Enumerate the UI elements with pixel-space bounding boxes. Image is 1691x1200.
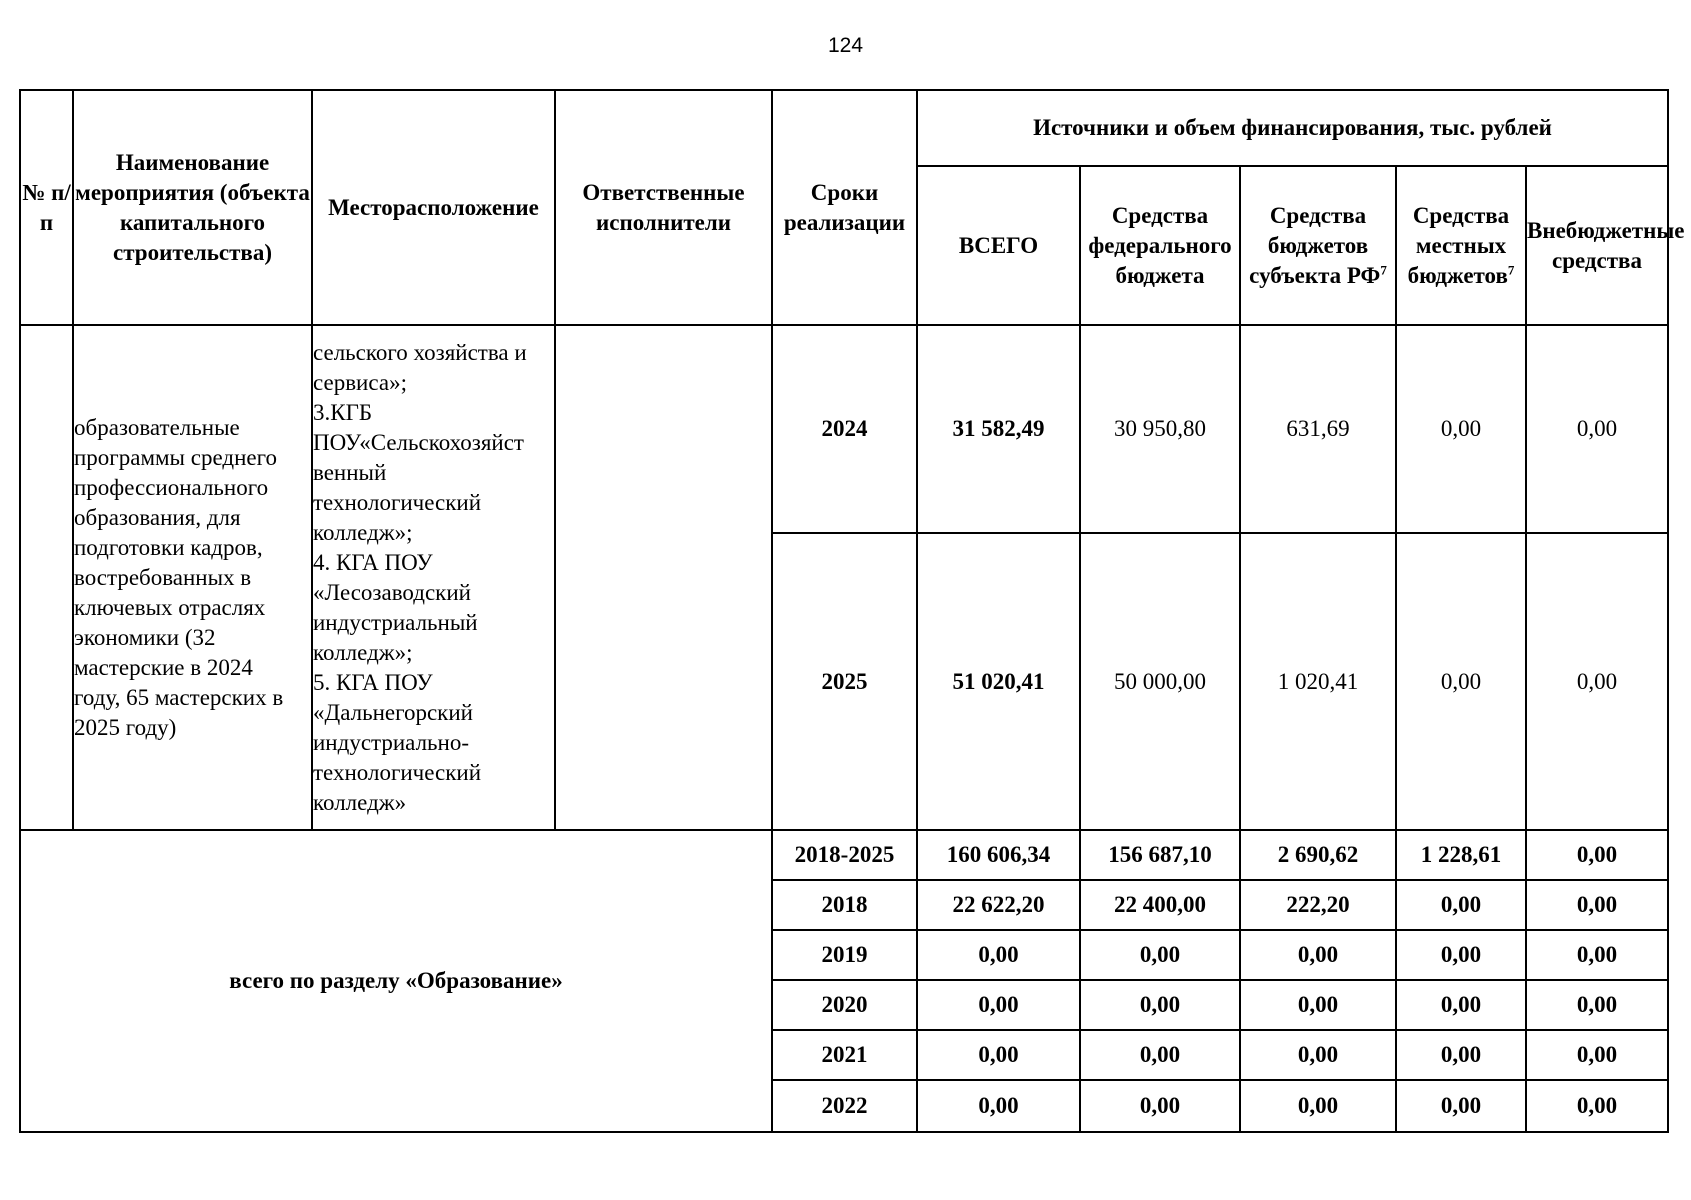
event-total: 51 020,41	[917, 533, 1080, 830]
total-federal: 0,00	[1080, 1080, 1240, 1132]
event-federal: 50 000,00	[1080, 533, 1240, 830]
total-sum: 0,00	[917, 1080, 1080, 1132]
total-local: 1 228,61	[1396, 830, 1526, 880]
total-federal: 0,00	[1080, 930, 1240, 980]
total-local: 0,00	[1396, 1080, 1526, 1132]
total-local: 0,00	[1396, 880, 1526, 930]
total-federal: 156 687,10	[1080, 830, 1240, 880]
header-responsible: Ответственные исполнители	[555, 90, 772, 325]
event-federal: 30 950,80	[1080, 325, 1240, 533]
event-regional: 631,69	[1240, 325, 1396, 533]
event-num-cell	[20, 325, 73, 830]
financing-table	[19, 89, 1685, 1133]
header-regional	[1240, 166, 1396, 325]
table-row	[20, 325, 1668, 533]
section-total-label: всего по разделу «Образование»	[20, 830, 772, 1132]
event-name-cell: образовательные программы среднего профессионального образования, для подготовки кадров, востребованных в ключевых отраслях экономики (32 мастерские в 2024 году, 65 мастерских в 2025 году)	[73, 325, 312, 830]
header-federal: Средства федерального бюджета	[1080, 166, 1240, 325]
total-extra: 0,00	[1526, 1080, 1668, 1132]
event-extra: 0,00	[1526, 325, 1668, 533]
total-sum: 0,00	[917, 1030, 1080, 1080]
total-regional: 2 690,62	[1240, 830, 1396, 880]
event-location-cell: сельского хозяйства и сервиса»; 3.КГБ ПОУ«Сельскохозяйст венный технологический колледж»; 4. КГА ПОУ «Лесозаводский индустриальный колледж»; 5. КГА ПОУ «Дальнегорский индустриально- технологический колледж»	[312, 325, 555, 830]
header-regional-text: Средства бюджетов субъекта РФ	[1249, 202, 1381, 288]
event-local: 0,00	[1396, 533, 1526, 830]
event-local: 0,00	[1396, 325, 1526, 533]
total-year: 2018	[772, 880, 917, 930]
total-regional: 0,00	[1240, 980, 1396, 1030]
header-event-name: Наименование мероприятия (объекта капитального строительства)	[73, 90, 312, 325]
header-total: ВСЕГО	[917, 166, 1080, 325]
total-extra: 0,00	[1526, 830, 1668, 880]
header-financing: Источники и объем финансирования, тыс. рублей	[917, 90, 1668, 166]
total-regional: 222,20	[1240, 880, 1396, 930]
total-sum: 22 622,20	[917, 880, 1080, 930]
total-year: 2018-2025	[772, 830, 917, 880]
event-total: 31 582,49	[917, 325, 1080, 533]
event-responsible-cell	[555, 325, 772, 830]
table-row	[20, 830, 1668, 880]
header-local	[1396, 166, 1526, 325]
total-extra: 0,00	[1526, 980, 1668, 1030]
header-period: Сроки реализации	[772, 90, 917, 325]
total-federal: 0,00	[1080, 980, 1240, 1030]
page-number: 124	[827, 34, 864, 57]
total-year: 2021	[772, 1030, 917, 1080]
header-local-footnote: 7	[1507, 261, 1515, 277]
total-extra: 0,00	[1526, 1030, 1668, 1080]
total-extra: 0,00	[1526, 930, 1668, 980]
total-sum: 160 606,34	[917, 830, 1080, 880]
total-extra: 0,00	[1526, 880, 1668, 930]
event-year: 2024	[772, 325, 917, 533]
total-local: 0,00	[1396, 930, 1526, 980]
total-regional: 0,00	[1240, 1030, 1396, 1080]
total-federal: 0,00	[1080, 1030, 1240, 1080]
total-sum: 0,00	[917, 930, 1080, 980]
header-regional-footnote: 7	[1380, 261, 1387, 277]
event-regional: 1 020,41	[1240, 533, 1396, 830]
total-year: 2019	[772, 930, 917, 980]
event-extra: 0,00	[1526, 533, 1668, 830]
total-local: 0,00	[1396, 1030, 1526, 1080]
total-regional: 0,00	[1240, 1080, 1396, 1132]
event-year: 2025	[772, 533, 917, 830]
header-extrabudgetary: Внебюджетные средства	[1526, 166, 1668, 325]
total-local: 0,00	[1396, 980, 1526, 1030]
header-location: Месторасположение	[312, 90, 555, 325]
total-federal: 22 400,00	[1080, 880, 1240, 930]
total-sum: 0,00	[917, 980, 1080, 1030]
total-year: 2020	[772, 980, 917, 1030]
header-num: № п/п	[20, 90, 73, 325]
header-local-text: Средства местных бюджетов	[1407, 202, 1510, 288]
total-year: 2022	[772, 1080, 917, 1132]
total-regional: 0,00	[1240, 930, 1396, 980]
